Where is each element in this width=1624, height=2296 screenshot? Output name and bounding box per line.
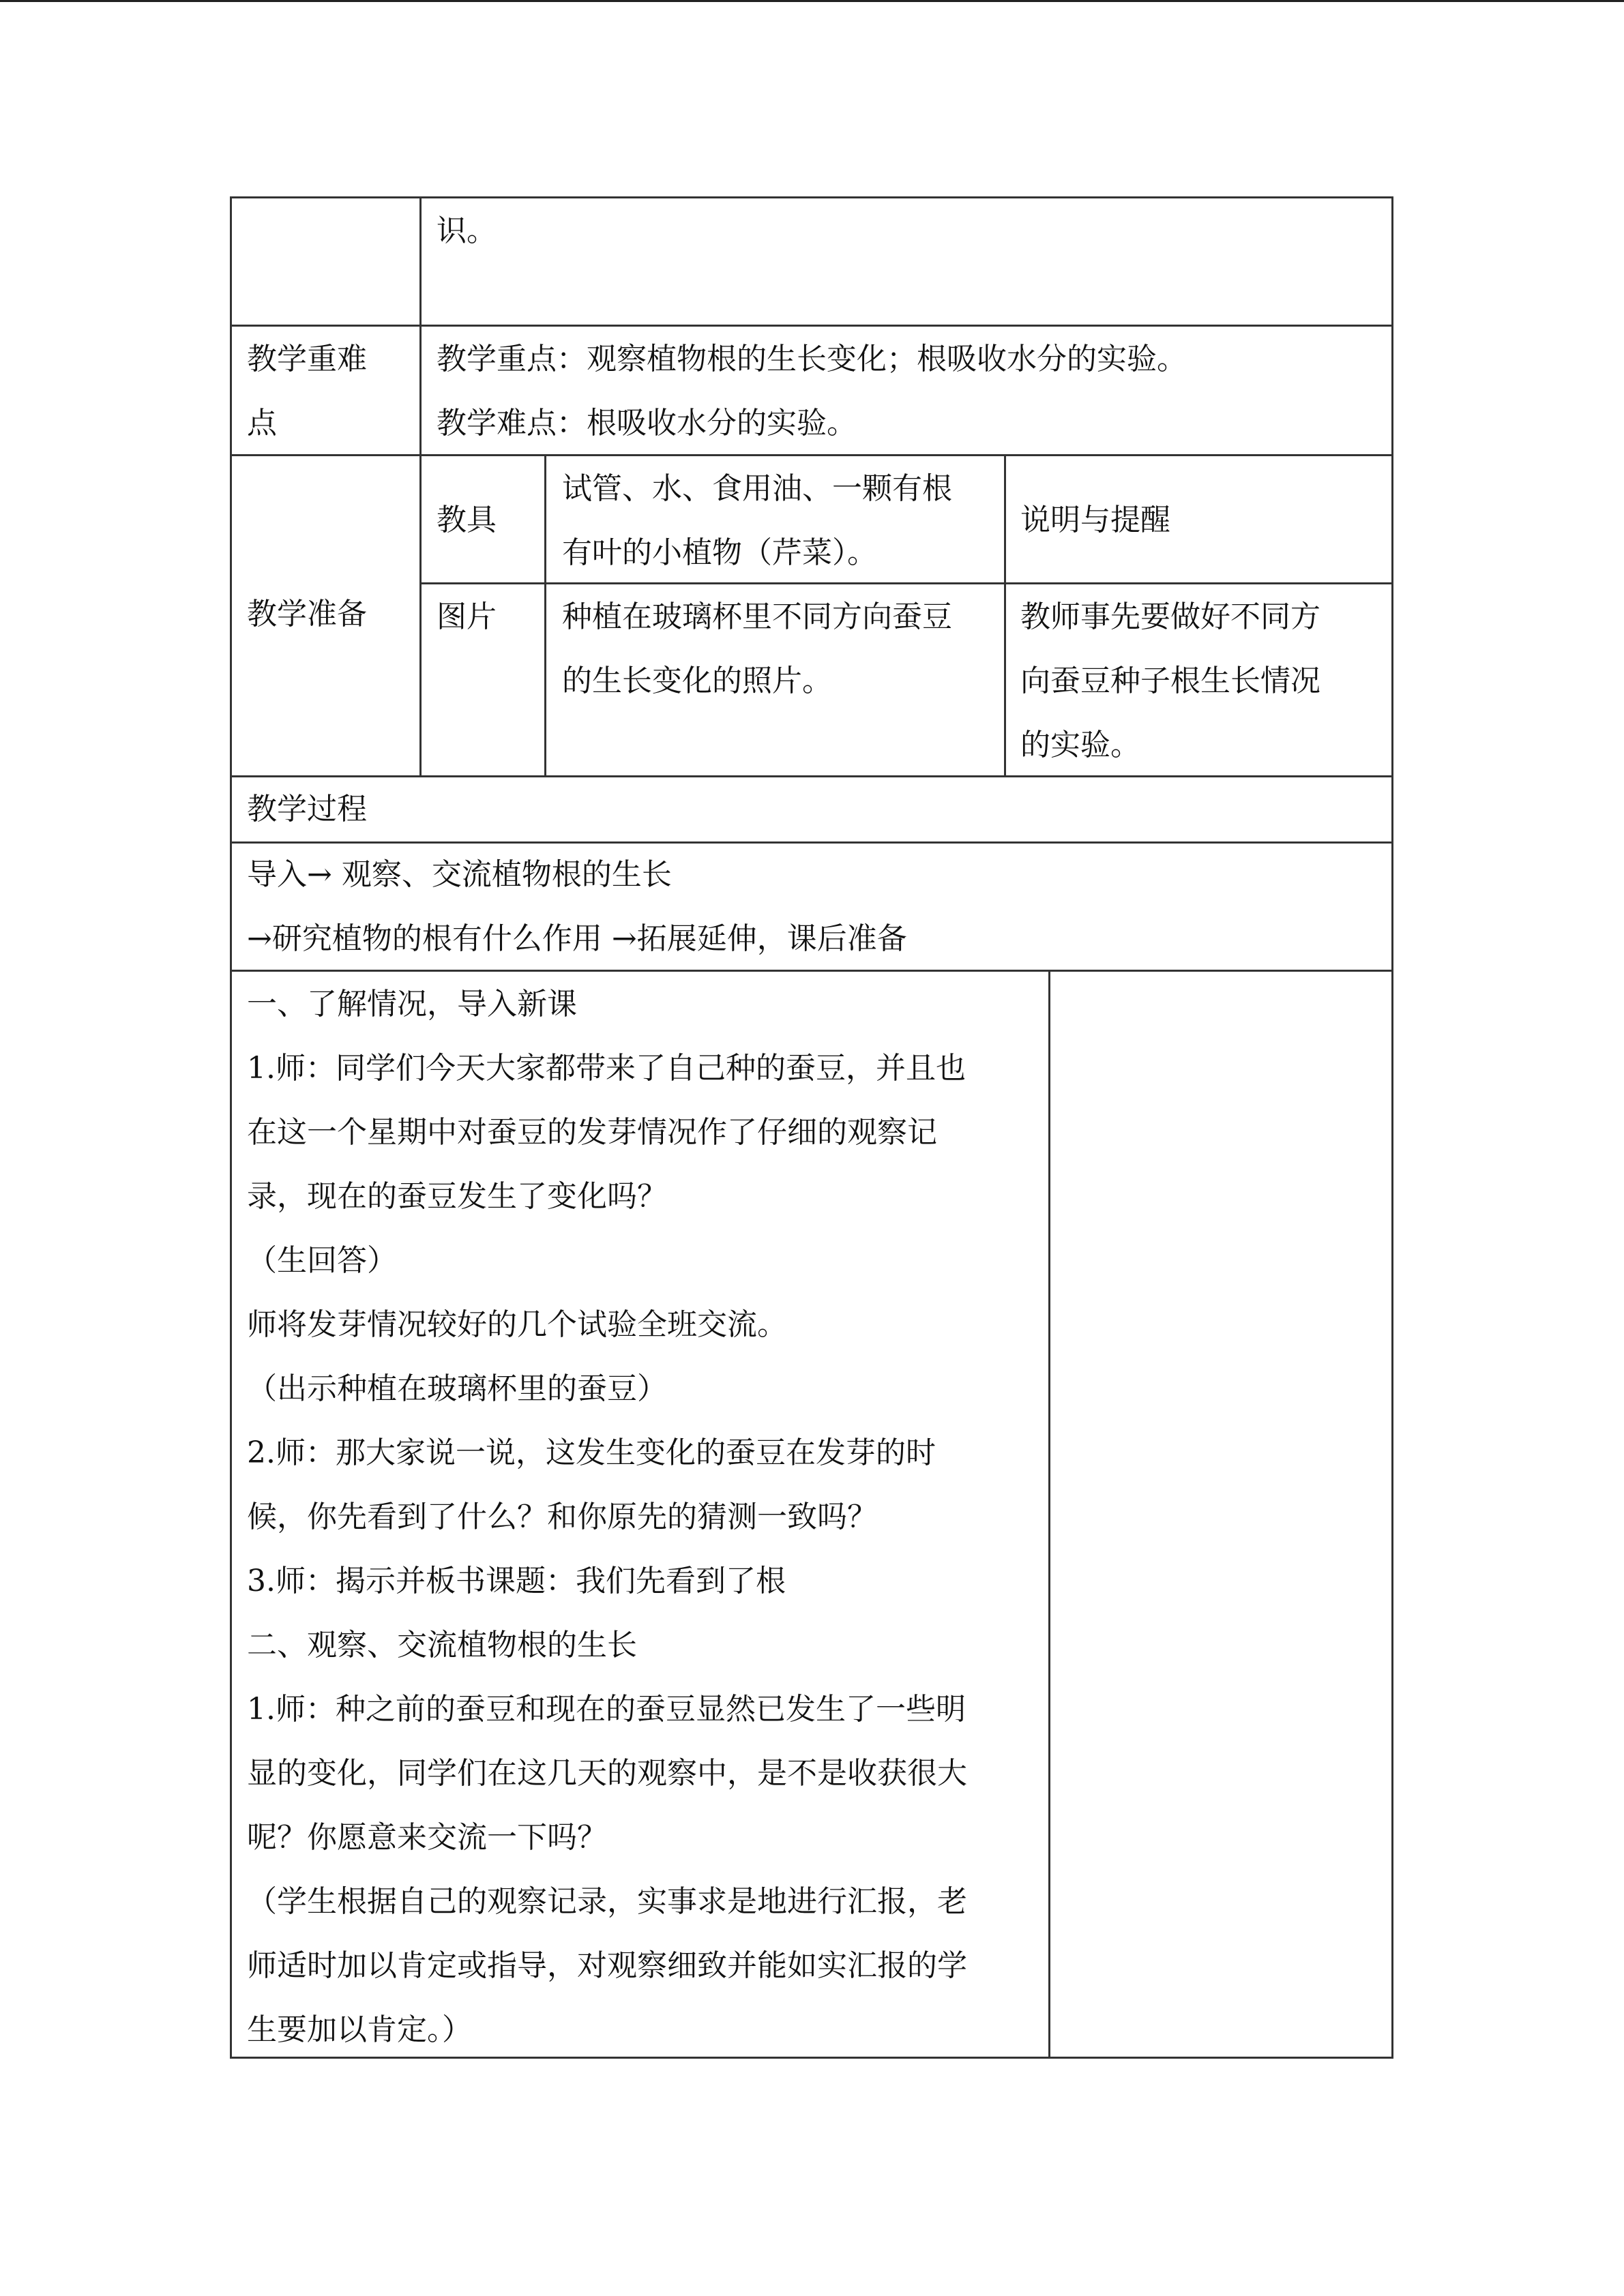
text-line: （生回答） <box>247 1243 397 1278</box>
text-line: 的生长变化的照片。 <box>562 664 832 698</box>
text-line: 教师事先要做好不同方 <box>1020 599 1320 634</box>
column-divider <box>544 454 546 776</box>
tools-content <box>562 457 952 585</box>
top-border-line <box>0 0 1624 2</box>
text-line: 显的变化，同学们在这几天的观察中，是不是收获很大 <box>247 1756 967 1791</box>
text-line: 的实验。 <box>1020 728 1140 762</box>
text-line: 有叶的小植物（芹菜）。 <box>562 535 877 570</box>
key-points-label <box>247 327 367 456</box>
text-line: →研究植物的根有什么作用 →拓展延伸，课后准备 <box>247 921 907 956</box>
text-line: （出示种植在玻璃杯里的蚕豆） <box>247 1371 667 1406</box>
preparation-label: 教学准备 <box>247 597 367 631</box>
text-line: 呢？你愿意来交流一下吗？ <box>247 1820 607 1855</box>
text-line: 1.师：种之前的蚕豆和现在的蚕豆显然已发生了一些明 <box>247 1692 966 1727</box>
text-line: 教学重难 <box>247 342 367 376</box>
row-divider <box>230 325 1393 327</box>
text-line: 试管、水、食用油、一颗有根 <box>562 471 952 506</box>
intro-tail-text: 识。 <box>437 213 497 248</box>
text-line: 师适时加以肯定或指导，对观察细致并能如实汇报的学 <box>247 1948 967 1983</box>
text-line: 2.师：那大家说一说，这发生变化的蚕豆在发芽的时 <box>247 1435 936 1470</box>
text-line: （学生根据自己的观察记录，实事求是地进行汇报，老 <box>247 1884 967 1919</box>
text-line: 点 <box>247 406 277 441</box>
text-line: 1.师：同学们今天大家都带来了自己种的蚕豆，并且也 <box>247 1051 966 1086</box>
text-line: 候，你先看到了什么？和你原先的猜测一致吗？ <box>247 1500 877 1534</box>
key-points-content <box>437 327 1187 456</box>
text-line: 导入→ 观察、交流植物根的生长 <box>247 857 672 892</box>
images-label: 图片 <box>437 599 497 634</box>
text-line: 师将发芽情况较好的几个试验全班交流。 <box>247 1307 787 1342</box>
process-header: 教学过程 <box>247 792 367 826</box>
process-body <box>247 972 967 2062</box>
teaching-focus: 教学重点：观察植物根的生长变化；根吸收水分的实验。 <box>437 342 1187 376</box>
text-line: 向蚕豆种子根生长情况 <box>1020 664 1320 698</box>
column-divider <box>419 196 422 776</box>
text-line: 录，现在的蚕豆发生了变化吗？ <box>247 1179 667 1214</box>
column-divider <box>1048 970 1050 2059</box>
images-note <box>1020 585 1320 777</box>
teaching-difficulty: 教学难点：根吸收水分的实验。 <box>437 406 857 441</box>
text-line: 在这一个星期中对蚕豆的发芽情况作了仔细的观察记 <box>247 1115 937 1150</box>
process-flow <box>247 843 907 971</box>
notes-header: 说明与提醒 <box>1020 503 1170 537</box>
text-line: 3.师：揭示并板书课题：我们先看到了根 <box>247 1564 786 1598</box>
text-line: 二、观察、交流植物根的生长 <box>247 1628 637 1663</box>
text-line: 一、了解情况，导入新课 <box>247 987 577 1022</box>
images-content <box>562 585 952 713</box>
text-line: 种植在玻璃杯里不同方向蚕豆 <box>562 599 952 634</box>
column-divider <box>1004 454 1006 776</box>
tools-label: 教具 <box>437 503 497 537</box>
text-line: 生要加以肯定。） <box>247 2012 472 2047</box>
